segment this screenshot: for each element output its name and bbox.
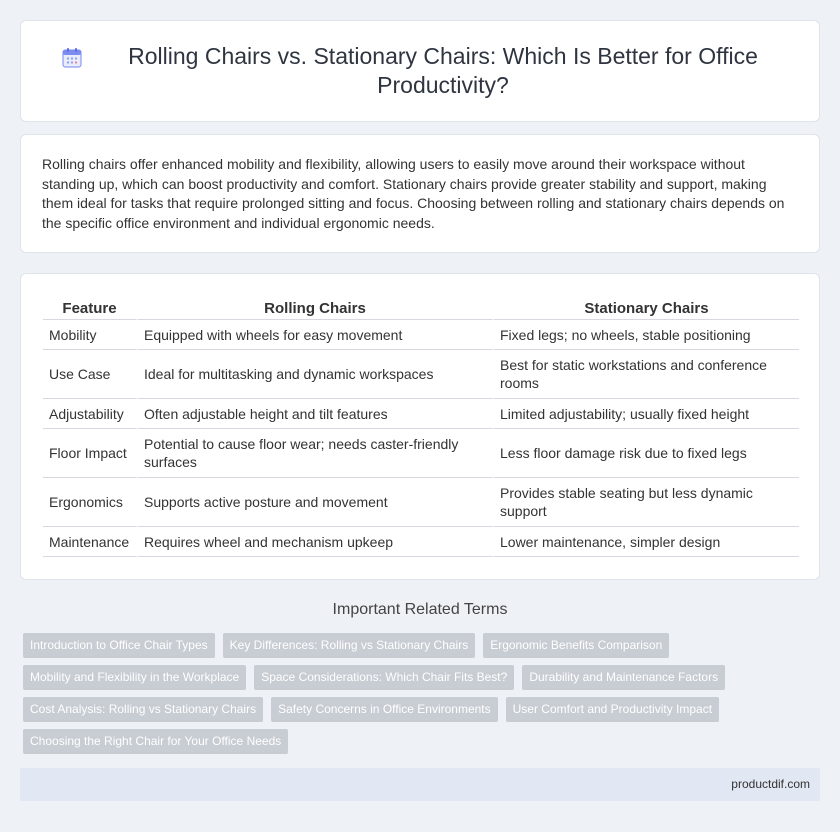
- related-terms-title: Important Related Terms: [332, 601, 508, 618]
- related-term-tag[interactable]: Key Differences: Rolling vs Stationary Chairs: [223, 633, 476, 658]
- related-term-tag[interactable]: Durability and Maintenance Factors: [522, 665, 725, 690]
- comparison-table-card: [20, 273, 820, 580]
- stationary-cell: Less floor damage risk due to fixed legs: [494, 429, 799, 478]
- rolling-cell: Supports active posture and movement: [138, 478, 494, 527]
- stationary-cell: Limited adjustability; usually fixed height: [494, 399, 799, 429]
- header-card: [20, 20, 820, 122]
- feature-cell: Floor Impact: [43, 429, 138, 478]
- related-term-tag[interactable]: Ergonomic Benefits Comparison: [483, 633, 669, 658]
- feature-cell: Use Case: [43, 350, 138, 399]
- summary-card: [20, 134, 820, 253]
- feature-cell: Adjustability: [43, 399, 138, 429]
- related-term-tag[interactable]: Space Considerations: Which Chair Fits Best?: [254, 665, 514, 690]
- rolling-cell: Ideal for multitasking and dynamic workspaces: [138, 350, 494, 399]
- table-row: [43, 527, 799, 557]
- table-row: [43, 478, 799, 527]
- feature-cell: Mobility: [43, 320, 138, 350]
- stationary-cell: Fixed legs; no wheels, stable positioning: [494, 320, 799, 350]
- table-row: [43, 399, 799, 429]
- feature-cell: Ergonomics: [43, 478, 138, 527]
- page-title: Rolling Chairs vs. Stationary Chairs: Which Is Better for Office Productivity?: [128, 43, 758, 98]
- table-row: [43, 429, 799, 478]
- footer: [20, 768, 820, 801]
- table-header-row: [43, 294, 799, 320]
- related-term-tag[interactable]: Choosing the Right Chair for Your Office Needs: [23, 729, 288, 754]
- rolling-cell: Equipped with wheels for easy movement: [138, 320, 494, 350]
- header-rolling-chairs: Rolling Chairs: [138, 294, 494, 320]
- summary-text: Rolling chairs offer enhanced mobility and flexibility, allowing users to easily move around their workspace without standing up, which can boost productivity and comfort. Stationary chairs provide greater stability and support, making them ideal for tasks that require prolonged sitting and focus. Choosing between rolling and stationary chairs depends on the specific office environment and individual ergonomic needs.: [42, 156, 785, 231]
- related-term-tag[interactable]: Introduction to Office Chair Types: [23, 633, 215, 658]
- header-feature: Feature: [43, 294, 138, 320]
- feature-cell: Maintenance: [43, 527, 138, 557]
- stationary-cell: Lower maintenance, simpler design: [494, 527, 799, 557]
- rolling-cell: Often adjustable height and tilt features: [138, 399, 494, 429]
- stationary-cell: Provides stable seating but less dynamic support: [494, 478, 799, 527]
- related-term-tag[interactable]: Safety Concerns in Office Environments: [271, 697, 498, 722]
- rolling-cell: Potential to cause floor wear; needs caster-friendly surfaces: [138, 429, 494, 478]
- related-term-tag[interactable]: Cost Analysis: Rolling vs Stationary Chairs: [23, 697, 263, 722]
- table-row: [43, 320, 799, 350]
- comparison-table: [43, 294, 799, 557]
- footer-site-link[interactable]: productdif.com: [731, 777, 810, 791]
- related-term-tag[interactable]: User Comfort and Productivity Impact: [506, 697, 719, 722]
- related-terms-list: [23, 633, 823, 761]
- rolling-cell: Requires wheel and mechanism upkeep: [138, 527, 494, 557]
- stationary-cell: Best for static workstations and conference rooms: [494, 350, 799, 399]
- related-term-tag[interactable]: Mobility and Flexibility in the Workplace: [23, 665, 246, 690]
- calendar-icon: [60, 46, 84, 70]
- header-stationary-chairs: Stationary Chairs: [494, 294, 799, 320]
- table-row: [43, 350, 799, 399]
